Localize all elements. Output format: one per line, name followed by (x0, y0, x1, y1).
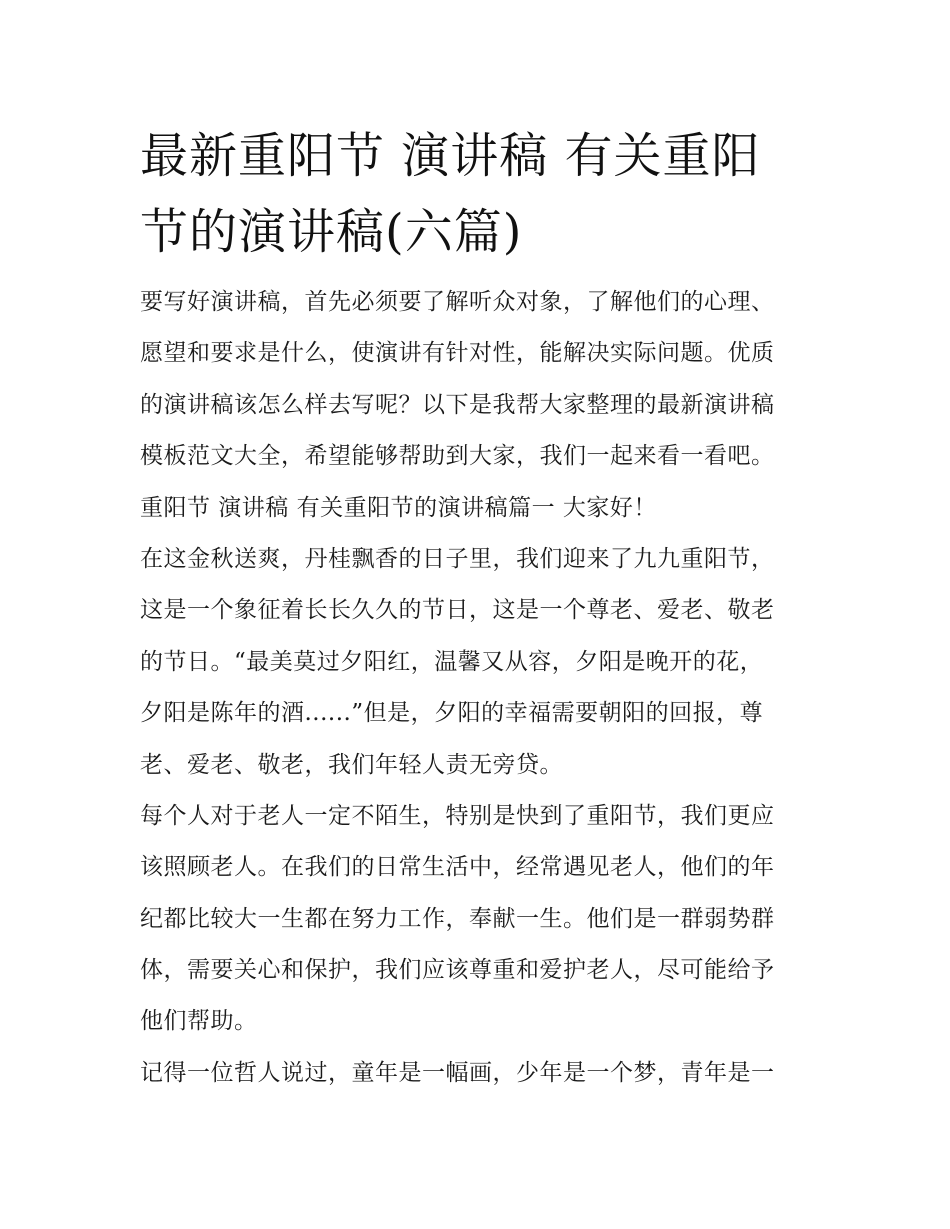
body-line: 该照顾老人。在我们的日常生活中，经常遇见老人，他们的年 (140, 854, 775, 881)
body-line: 模板范文大全，希望能够帮助到大家，我们一起来看一看吧。 (140, 443, 775, 470)
body-line: 的演讲稿该怎么样去写呢？以下是我帮大家整理的最新演讲稿 (140, 391, 775, 418)
body-line: 愿望和要求是什么，使演讲有针对性，能解决实际问题。优质 (140, 340, 775, 367)
section-heading-line: 重阳节 演讲稿 有关重阳节的演讲稿篇一 大家好！ (140, 494, 657, 521)
body-line: 纪都比较大一生都在努力工作，奉献一生。他们是一群弱势群 (140, 905, 775, 932)
body-line: 在这金秋送爽，丹桂飘香的日子里，我们迎来了九九重阳节， (140, 545, 775, 572)
body-line: 的节日。“最美莫过夕阳红，温馨又从容，夕阳是晚开的花， (140, 648, 764, 675)
body-line: 这是一个象征着长长久久的节日，这是一个尊老、爱老、敬老 (140, 597, 775, 624)
body-line: 他们帮助。 (140, 1008, 258, 1035)
body-line: 记得一位哲人说过，童年是一幅画，少年是一个梦，青年是一 (140, 1059, 775, 1086)
body-line: 要写好演讲稿，首先必须要了解听众对象，了解他们的心理、 (140, 289, 775, 315)
body-line: 每个人对于老人一定不陌生，特别是快到了重阳节，我们更应 (140, 802, 775, 829)
body-line: 老、爱老、敬老，我们年轻人责无旁贷。 (140, 751, 563, 778)
body-line: 夕阳是陈年的酒......”但是，夕阳的幸福需要朝阳的回报，尊 (140, 700, 764, 727)
title-line: 节的演讲稿(六篇) (140, 204, 523, 260)
document-title (140, 118, 820, 270)
body-line: 体，需要关心和保护，我们应该尊重和爱护老人，尽可能给予 (140, 957, 775, 984)
title-line: 最新重阳节 演讲稿 有关重阳 (140, 128, 761, 184)
document-body (140, 277, 820, 1099)
